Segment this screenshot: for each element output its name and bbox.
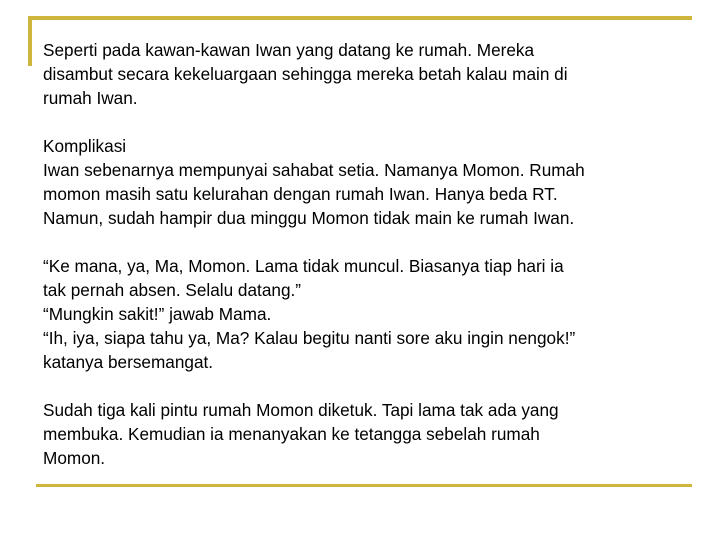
- slide-body-text: [43, 38, 693, 470]
- text-line: tak pernah absen. Selalu datang.”: [43, 280, 301, 300]
- paragraph-dialogue: [43, 254, 693, 374]
- text-line: rumah Iwan.: [43, 88, 138, 108]
- top-accent-rule: [28, 16, 692, 20]
- text-line: membuka. Kemudian ia menanyakan ke tetangga sebelah rumah: [43, 424, 540, 444]
- text-line: “Mungkin sakit!” jawab Mama.: [43, 304, 272, 324]
- text-line: Sudah tiga kali pintu rumah Momon diketuk. Tapi lama tak ada yang: [43, 400, 559, 420]
- paragraph-closing: [43, 398, 693, 470]
- text-line: momon masih satu kelurahan dengan rumah Iwan. Hanya beda RT.: [43, 184, 558, 204]
- text-line: katanya bersemangat.: [43, 352, 214, 372]
- text-line: “Ih, iya, siapa tahu ya, Ma? Kalau begitu nanti sore aku ingin nengok!”: [43, 328, 576, 348]
- text-line: Namun, sudah hampir dua minggu Momon tidak main ke rumah Iwan.: [43, 208, 575, 228]
- section-heading: Komplikasi: [43, 136, 127, 156]
- text-line: Seperti pada kawan-kawan Iwan yang datang ke rumah. Mereka: [43, 40, 535, 60]
- left-accent-rule: [28, 16, 32, 66]
- text-line: disambut secara kekeluargaan sehingga mereka betah kalau main di: [43, 64, 568, 84]
- text-line: Momon.: [43, 448, 106, 468]
- paragraph-opening: [43, 38, 693, 110]
- text-line: “Ke mana, ya, Ma, Momon. Lama tidak muncul. Biasanya tiap hari ia: [43, 256, 564, 276]
- paragraph-complication: [43, 134, 693, 230]
- text-line: Iwan sebenarnya mempunyai sahabat setia. Namanya Momon. Rumah: [43, 160, 585, 180]
- bottom-accent-rule: [36, 484, 692, 487]
